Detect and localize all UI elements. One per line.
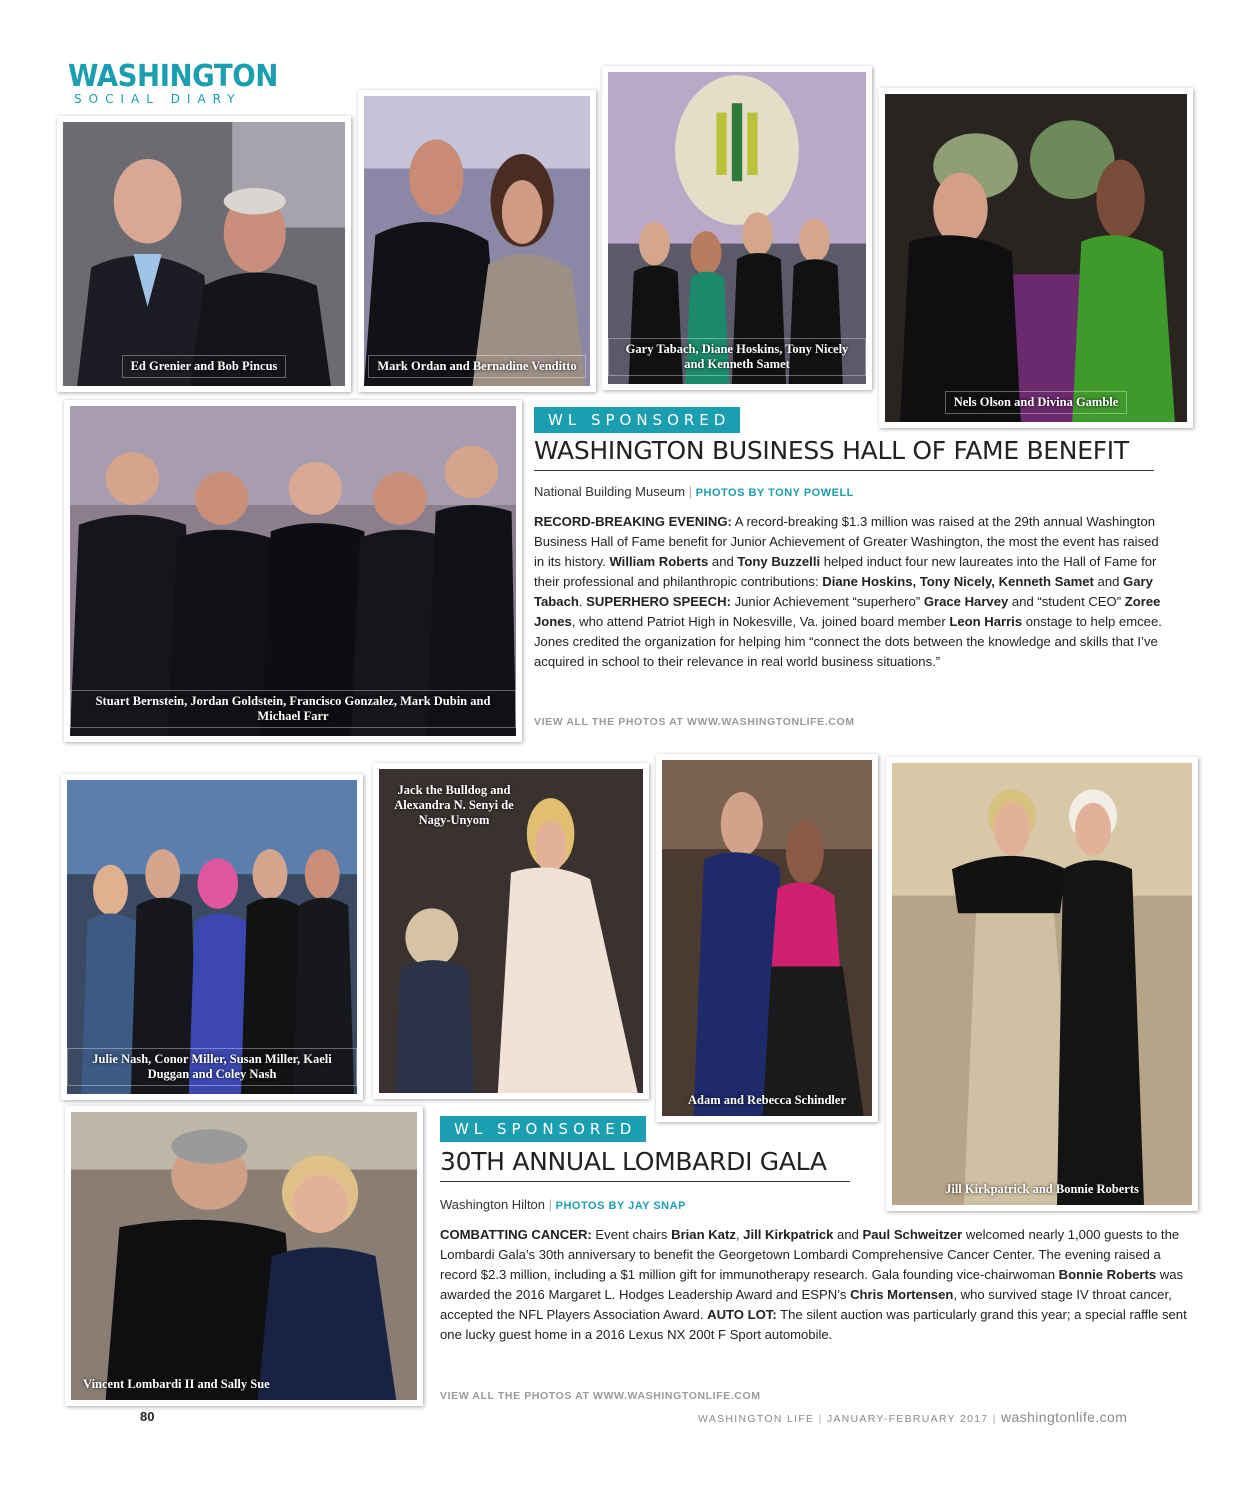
body-text-run: and bbox=[833, 1227, 863, 1242]
view-all-photos-link[interactable]: VIEW ALL THE PHOTOS AT WWW.WASHINGTONLIFE.COM bbox=[534, 716, 855, 728]
photo-caption: Nels Olson and Divina Gamble bbox=[945, 391, 1128, 414]
body-bold-run: AUTO LOT: bbox=[707, 1307, 777, 1322]
body-text-run: The silent auction was particularly grand this year; a special raffle sent one lucky guest home in a 2016 Lexus NX 200t F Sport automobile. bbox=[440, 1307, 1187, 1342]
photo-mark-ordan-bernadine-venditto bbox=[358, 90, 596, 392]
photo-caption: Jack the Bulldog and Alexandra N. Senyi de Nagy-Unyom bbox=[394, 783, 514, 827]
body-bold-run: William Roberts bbox=[609, 554, 709, 569]
photo-julie-nash-group bbox=[61, 774, 363, 1100]
venue-name: Washington Hilton bbox=[440, 1197, 546, 1212]
photo-jack-the-bulldog bbox=[373, 763, 649, 1099]
wl-sponsored-badge: WL SPONSORED bbox=[440, 1116, 646, 1142]
story-headline: WASHINGTON BUSINESS HALL OF FAME BENEFIT bbox=[534, 436, 1154, 471]
site-url: washingtonlife.com bbox=[1001, 1409, 1128, 1425]
body-text-run: helped induct four new laureates into the Hall of Fame for their professional and philanthropic contributions: bbox=[534, 554, 1157, 589]
body-bold-run: Grace Harvey bbox=[923, 594, 1009, 609]
body-text-run: Event chairs bbox=[591, 1227, 672, 1242]
masthead-subtitle: SOCIAL DIARY bbox=[74, 92, 242, 106]
body-text-run: , bbox=[735, 1227, 744, 1242]
photo-caption: Ed Grenier and Bob Pincus bbox=[122, 355, 287, 378]
photo-gary-tabach-group bbox=[602, 66, 872, 390]
photo-ed-grenier-bob-pincus bbox=[57, 116, 351, 392]
body-bold-run: Zoree Jones bbox=[534, 594, 1161, 629]
photo-nels-olson-divina-gamble bbox=[879, 88, 1193, 428]
body-text-run: welcomed nearly 1,000 guests to the Lombardi Gala’s 30th anniversary to benefit the Georgetown Lombardi Comprehensive Cancer Center. The evening raised a record $2.3 million, including a $1 million gift for immunotherapy research. Gala founding vice-chairwoman bbox=[440, 1227, 1180, 1282]
story-body bbox=[534, 512, 1166, 672]
body-bold-run: Paul Schweitzer bbox=[862, 1227, 963, 1242]
body-text-run: , who attend Patriot High in Nokesville, Va. joined board member bbox=[571, 614, 950, 629]
wl-sponsored-badge: WL SPONSORED bbox=[534, 407, 740, 433]
photo-caption: Adam and Rebecca Schindler bbox=[688, 1093, 846, 1107]
issue-date: JANUARY-FEBRUARY 2017 bbox=[826, 1413, 989, 1425]
photo-vincent-lombardi-sally-sue bbox=[65, 1106, 423, 1406]
body-bold-run: Tony Buzzelli bbox=[737, 554, 821, 569]
body-text-run: . bbox=[578, 594, 587, 609]
story-venue-line: National Building Museum | PHOTOS BY TONY POWELL bbox=[534, 484, 854, 499]
body-bold-run: Jill Kirkpatrick bbox=[743, 1227, 834, 1242]
photo-caption: Mark Ordan and Bernadine Venditto bbox=[368, 355, 585, 378]
body-text-run: Junior Achievement “superhero” bbox=[730, 594, 924, 609]
page-footer: WASHINGTON LIFE | JANUARY-FEBRUARY 2017 | washingtonlife.com bbox=[698, 1409, 1128, 1425]
body-bold-run: Brian Katz bbox=[671, 1227, 736, 1242]
body-bold-run: COMBATTING CANCER: bbox=[440, 1227, 592, 1242]
body-text-run: and bbox=[1093, 574, 1124, 589]
view-all-photos-link[interactable]: VIEW ALL THE PHOTOS AT WWW.WASHINGTONLIFE.COM bbox=[440, 1390, 761, 1402]
body-text-run: , who survived stage IV throat cancer, accepted the NFL Players Association Award. bbox=[440, 1287, 1172, 1322]
photo-credit: PHOTOS BY TONY POWELL bbox=[695, 487, 854, 499]
body-bold-run: Chris Mortensen bbox=[850, 1287, 954, 1302]
body-bold-run: Leon Harris bbox=[949, 614, 1023, 629]
body-text-run: and bbox=[708, 554, 738, 569]
story-venue-line: Washington Hilton | PHOTOS BY JAY SNAP bbox=[440, 1197, 686, 1212]
body-text-run: A record-breaking $1.3 million was raised at the 29th annual Washington Business Hall of Fame benefit for Junior Achievement of Greater Washington, the most the event has raised in its history. bbox=[534, 514, 1159, 569]
magazine-name: WASHINGTON LIFE bbox=[698, 1413, 815, 1425]
photo-caption: Julie Nash, Conor Miller, Susan Miller, Kaeli Duggan and Coley Nash bbox=[67, 1048, 357, 1086]
photo-adam-rebecca-schindler bbox=[656, 754, 878, 1122]
photo-caption: Jill Kirkpatrick and Bonnie Roberts bbox=[945, 1182, 1139, 1196]
body-text-run: and “student CEO” bbox=[1008, 594, 1125, 609]
photo-caption: Vincent Lombardi II and Sally Sue bbox=[83, 1377, 270, 1391]
photo-credit: PHOTOS BY JAY SNAP bbox=[555, 1200, 686, 1212]
body-bold-run: Diane Hoskins, Tony Nicely, Kenneth Samet bbox=[822, 574, 1094, 589]
body-bold-run: Bonnie Roberts bbox=[1058, 1267, 1157, 1282]
body-text-run: was awarded the 2016 Margaret L. Hodges Leadership Award and ESPN’s bbox=[440, 1267, 1184, 1302]
page-number: 80 bbox=[140, 1409, 155, 1424]
photo-stuart-bernstein-group bbox=[64, 400, 522, 742]
story-body bbox=[440, 1225, 1188, 1345]
photo-caption: Stuart Bernstein, Jordan Goldstein, Francisco Gonzalez, Mark Dubin and Michael Farr bbox=[70, 690, 516, 728]
body-bold-run: RECORD-BREAKING EVENING: bbox=[534, 514, 732, 529]
body-text-run: onstage to help emcee. Jones credited the organization for helping him “connect the dots between the knowledge and skills that I’ve acquired in school to their relevance in real world business situations.” bbox=[534, 614, 1162, 669]
photo-jill-kirkpatrick-bonnie-roberts bbox=[886, 757, 1198, 1211]
photo-caption: Gary Tabach, Diane Hoskins, Tony Nicely and Kenneth Samet bbox=[608, 338, 866, 376]
masthead-title: WASHINGTON bbox=[68, 59, 278, 94]
body-bold-run: SUPERHERO SPEECH: bbox=[586, 594, 731, 609]
venue-name: National Building Museum bbox=[534, 484, 686, 499]
story-headline: 30TH ANNUAL LOMBARDI GALA bbox=[440, 1147, 850, 1182]
body-bold-run: Gary Tabach bbox=[534, 574, 1153, 609]
